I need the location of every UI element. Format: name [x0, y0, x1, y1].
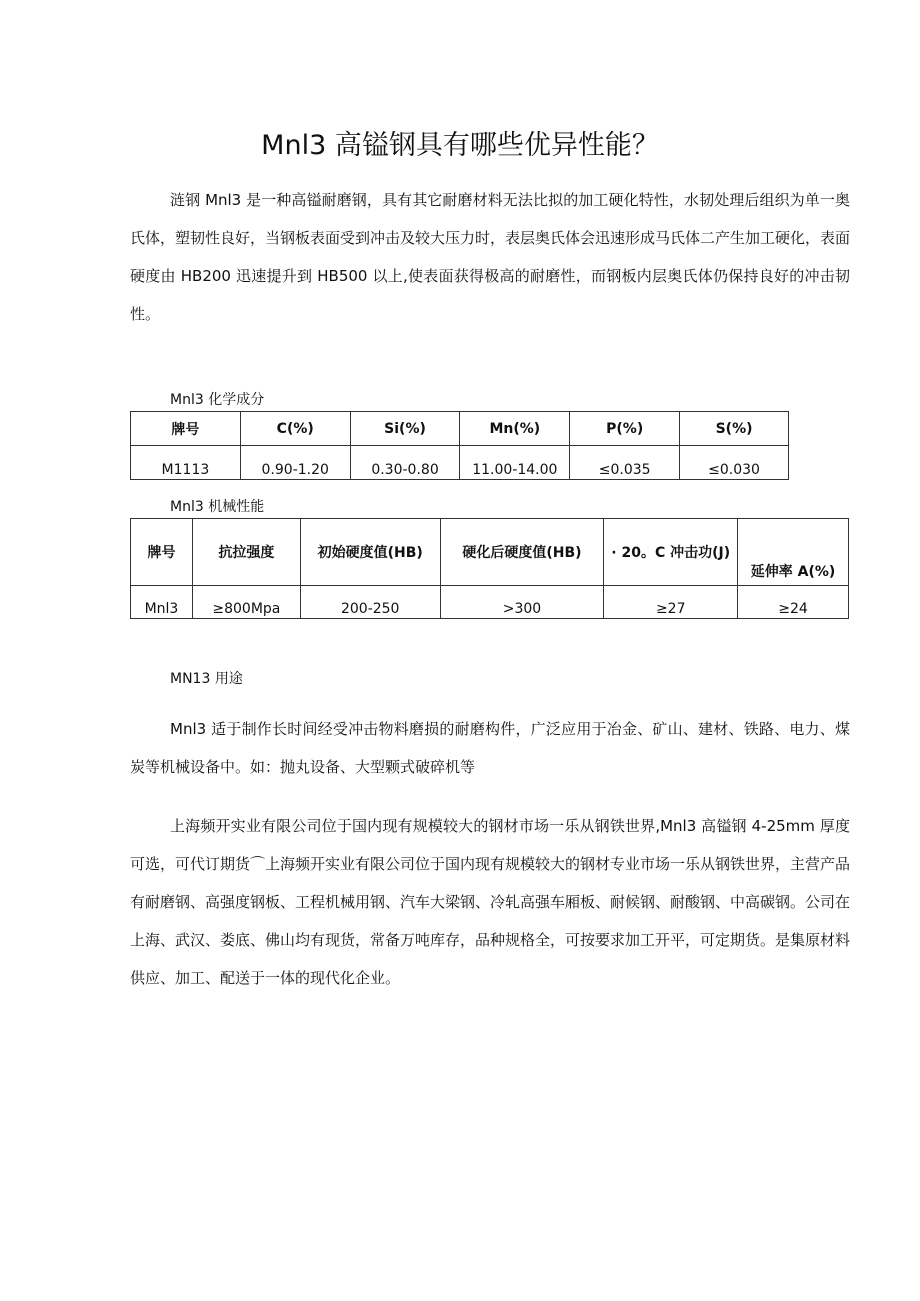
table-header-cell: 延伸率 A(%)	[738, 519, 849, 586]
table-row	[131, 446, 789, 480]
table-cell: 200-250	[300, 586, 440, 619]
chem-composition-table	[130, 411, 789, 480]
table-cell: Mnl3	[131, 586, 193, 619]
table-header-cell: 初始硬度值(HB)	[300, 519, 440, 586]
chem-table-caption: Mnl3 化学成分	[170, 392, 265, 408]
table-header-cell: S(%)	[680, 412, 789, 446]
table-header-cell: C(%)	[240, 412, 350, 446]
table-cell: 11.00-14.00	[460, 446, 570, 480]
table-cell: ≤0.035	[570, 446, 680, 480]
table-header-cell: Mn(%)	[460, 412, 570, 446]
mech-properties-table	[130, 518, 849, 619]
table-header-cell: · 20。C 冲击功(J)	[604, 519, 738, 586]
intro-paragraph: 涟钢 Mnl3 是一种高镒耐磨钢，具有其它耐磨材料无法比拟的加工硬化特性，水韧处理后组织为单一奥氏体，塑韧性良好，当钢板表面受到冲击及较大压力时，表层奥氏体会迅速形成马氏体二产生加工硬化，表面硬度由 HB200 迅速提升到 HB500 以上,使表面获得极高的耐磨性，而钢板内层奥氏体仍保持良好的冲击韧性。	[130, 191, 851, 323]
table-cell: ≤0.030	[680, 446, 789, 480]
table-header-cell: Si(%)	[350, 412, 460, 446]
usage-heading: MN13 用途	[170, 671, 243, 687]
table-row	[131, 586, 849, 619]
mech-table-caption: Mnl3 机械性能	[170, 499, 265, 515]
page-title: Mnl3 高镒钢具有哪些优异性能？	[261, 130, 659, 161]
table-cell: ≥800Mpa	[192, 586, 300, 619]
table-header-cell: 牌号	[131, 412, 241, 446]
table-header-row	[131, 412, 789, 446]
table-header-cell: 牌号	[131, 519, 193, 586]
table-cell: >300	[440, 586, 604, 619]
table-cell: 0.90-1.20	[240, 446, 350, 480]
table-header-row	[131, 519, 849, 586]
table-cell: ≥27	[604, 586, 738, 619]
company-paragraph: 上海频开实业有限公司位于国内现有规模较大的钢材市场一乐从钢铁世界,Mnl3 高镒钢 4-25mm 厚度可选，可代订期货⌒上海频开实业有限公司位于国内现有规模较大的钢材专业市场一乐从钢铁世界，主营产品有耐磨钢、高强度钢板、工程机械用钢、汽车大梁钢、冷轧高强车厢板、耐候钢、耐酸钢、中高碳钢。公司在上海、武汉、娄底、佛山均有现货，常备万吨库存，品种规格全，可按要求加工开平，可定期货。是集原材料供应、加工、配送于一体的现代化企业。	[130, 817, 851, 987]
table-cell: ≥24	[738, 586, 849, 619]
usage-paragraph: Mnl3 适于制作长时间经受冲击物料磨损的耐磨构件，广泛应用于冶金、矿山、建材、铁路、电力、煤炭等机械设备中。如：抛丸设备、大型颗式破碎机等	[130, 720, 850, 776]
table-cell: 0.30-0.80	[350, 446, 460, 480]
table-header-cell: P(%)	[570, 412, 680, 446]
table-cell: M1113	[131, 446, 241, 480]
table-header-cell: 硬化后硬度值(HB)	[440, 519, 604, 586]
table-header-cell: 抗拉强度	[192, 519, 300, 586]
